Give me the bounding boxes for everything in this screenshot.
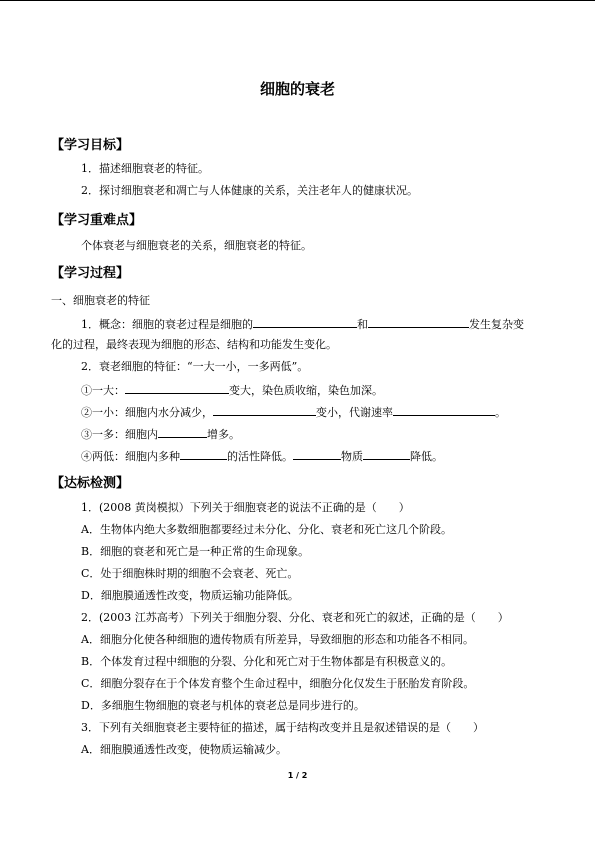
feature-low-text2: 物质	[341, 450, 363, 463]
fill-blank[interactable]	[158, 426, 207, 438]
feature-small-end: 。	[495, 406, 506, 419]
feature-low	[81, 448, 443, 464]
feature-more	[81, 426, 240, 442]
feature-small	[81, 404, 506, 420]
goal-item: 1．描述细胞衰老的特征。	[81, 162, 209, 175]
feature-intro: 2．衰老细胞的特征：“一大一小，一多两低”。	[81, 360, 309, 373]
question-stem: 1．(2008 黄岗模拟）下列关于细胞衰老的说法不正确的是（ ）	[81, 501, 410, 514]
concept-line	[81, 316, 524, 332]
answer-option: B．个体发育过程中细胞的分裂、分化和死亡对于生物体都是有积极意义的。	[81, 655, 453, 668]
fill-blank[interactable]	[368, 316, 469, 328]
fill-blank[interactable]	[253, 316, 357, 328]
section-heading-assessment: 【达标检测】	[51, 476, 130, 491]
answer-option: D．细胞膜通透性改变，物质运输功能降低。	[81, 589, 299, 602]
fill-blank[interactable]	[293, 448, 341, 460]
feature-big	[81, 382, 383, 398]
feature-low-end: 降低。	[410, 450, 443, 463]
concept-text-b: 和	[357, 318, 368, 331]
feature-low-text: 的活性降低。	[227, 450, 293, 463]
fill-blank[interactable]	[213, 404, 316, 416]
answer-option: D．多细胞生物细胞的衰老与机体的衰老总是同步进行的。	[81, 699, 365, 712]
fill-blank[interactable]	[180, 448, 227, 460]
section-heading-key-points: 【学习重难点】	[51, 213, 143, 228]
answer-option: C．处于细胞株时期的细胞不会衰老、死亡。	[81, 567, 299, 580]
answer-option: B．细胞的衰老和死亡是一种正常的生命现象。	[81, 545, 310, 558]
concept-text-a: 1．概念：细胞的衰老过程是细胞的	[81, 318, 253, 331]
feature-small-label: ②一小：细胞内水分减少，	[81, 406, 213, 419]
answer-option: C．细胞分裂存在于个体发育整个生命过程中，细胞分化仅发生于胚胎发育阶段。	[81, 677, 475, 690]
feature-big-text: 变大，染色质收缩，染色加深。	[229, 384, 383, 397]
answer-option: A．细胞膜通透性改变，使物质运输减少。	[81, 743, 287, 756]
concept-continuation: 化的过程，最终表现为细胞的形态、结构和功能发生变化。	[51, 338, 337, 351]
page-top-border	[0, 0, 595, 1]
question-stem: 2．(2003 江苏高考）下列关于细胞分裂、分化、衰老和死亡的叙述，正确的是（ ）	[81, 611, 509, 624]
feature-big-label: ①一大：	[81, 384, 125, 397]
fill-blank[interactable]	[125, 382, 229, 394]
feature-more-label: ③一多：细胞内	[81, 428, 158, 441]
question-stem: 3．下列有关细胞衰老主要特征的描述，属于结构改变并且是叙述错误的是（ ）	[81, 721, 484, 734]
fill-blank[interactable]	[363, 448, 410, 460]
feature-more-text: 增多。	[207, 428, 240, 441]
page-number: 1 / 2	[287, 771, 308, 780]
feature-small-text: 变小，代谢速率	[316, 406, 393, 419]
fill-blank[interactable]	[393, 404, 495, 416]
page-title: 细胞的衰老	[259, 80, 335, 98]
part-heading: 一、细胞衰老的特征	[51, 294, 150, 307]
key-points-text: 个体衰老与细胞衰老的关系，细胞衰老的特征。	[81, 239, 312, 252]
answer-option: A．细胞分化使各种细胞的遗传物质有所差异，导致细胞的形态和功能各不相同。	[81, 633, 474, 646]
answer-option: A．生物体内绝大多数细胞都要经过未分化、分化、衰老和死亡这几个阶段。	[81, 523, 452, 536]
section-heading-goals: 【学习目标】	[51, 138, 130, 153]
feature-low-label: ④两低：细胞内多种	[81, 450, 180, 463]
section-heading-process: 【学习过程】	[51, 266, 130, 281]
goal-item: 2．探讨细胞衰老和凋亡与人体健康的关系，关注老年人的健康状况。	[81, 184, 418, 197]
concept-text-c: 发生复杂变	[469, 318, 524, 331]
